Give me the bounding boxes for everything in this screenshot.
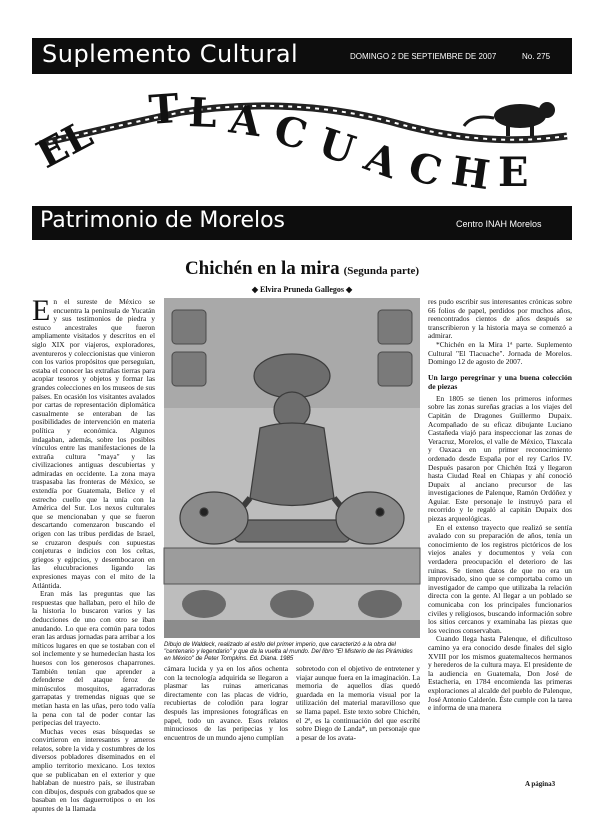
paragraph: En 1805 se tienen los primeros informes sobre las zonas sureñas gracias a los viajes del Capitán de Dragones Guillermo Dupaix. Acompañado de su eficaz dibujante Luciano Castañeda viajó para inspeccionar las zonas de Veracruz, Morelos, el valle de México, Tlaxcala y Oaxaca en un primer reconocimiento ordenado desde España por el rey Carlos IV. Después pasaron por Chichén Itzá y llegaron hasta Ciudad Real en Chiapas y ahí conoció Dupaix al anciano precursor de las investigaciones de Palenque, Ramón Ordóñez y Aguiar. Este personaje le instruyó para el recorrido y le regaló al capitán Dupaix dos piezas arqueológicas. xyxy=(428,393,572,524)
paragraph: res pudo escribir sus interesantes crónicas sobre 66 folios de papel, perdidos por muchos años, reencontrados cientos de años después se transcribieron y la historia maya se comenzó a admirar. xyxy=(428,297,572,341)
paragraph: Cuando llega hasta Palenque, el dificultoso camino ya era conocido desde finales del siglo XVIII por los mismos guatemaltecos hermanos y herederos de la cultura maya. El presidente de la audiencia en Guatemala, Don José de Estacheria, en 1784 encomienda las primeras exploraciones al alcalde del pueblo de Palenque, José Antonio Calderón. Éste cumple con la tarea e informa de una manera xyxy=(428,634,572,713)
opossum-icon xyxy=(464,102,555,136)
paragraph xyxy=(32,294,155,590)
masthead-logo xyxy=(29,74,572,206)
paragraph: Muchas veces esas búsquedas se convirtieron en interesantes y ameros relatos, sobre la vida y costumbres de los diversos pobladores diseminados en el amplio territorio mexicano. Los textos que se publicaban en el exterior y que hablaban de nuestro país, se ilustraban con dibujos, después con grabados que se basaban en los daguerrotipos o en los apuntes de la llamada xyxy=(32,726,155,814)
paragraph: sobretodo con el objetivo de entretener y viajar aunque fuera en la imaginación. La memoria de aquellos días quedó guardada en la memoria visual por la utilización del material maravilloso que se llama papel. Este texto sobre Chichén, el 2ª, es la continuación del que escribí sobre Diego de Landa*, un personaje que a pesar de los avata- xyxy=(296,664,420,742)
article-title-part: (Segunda parte) xyxy=(343,265,420,277)
supplement-banner xyxy=(32,38,572,74)
drop-cap: E xyxy=(32,294,51,327)
supplement-title: Suplemento Cultural xyxy=(42,40,299,68)
column-1 xyxy=(32,294,155,814)
svg-text:H: H xyxy=(448,147,493,200)
svg-text:C: C xyxy=(269,106,312,160)
paragraph: Eran más las preguntas que las respuestas que hallaban, pero el hilo de la historia lo buscaron varios y las deducciones de uno con otro se iban anudando. Lo que era común para todos eran las arduas jornadas para arribar a los míticos lugares en que se tostaban con el sol inclemente y se humedecían hasta los huesos con los generosos chaparrones. También tenían que aprender a defenderse del ataque feroz de minúsculos mosquitos, agarradoras garrapatas y tremendas niguas que se metían hasta en las uñas, pero todo valía la pena con tal de poder contar las peripecias del trayecto. xyxy=(32,589,155,728)
article-illustration xyxy=(164,298,420,638)
column-3 xyxy=(296,665,420,777)
svg-text:U: U xyxy=(312,118,361,175)
section-banner xyxy=(32,206,572,240)
issue-date: DOMINGO 2 DE SEPTIEMBRE DE 2007 xyxy=(350,52,497,61)
subheading: Un largo peregrinar y una buena colección de piezas xyxy=(428,372,572,391)
article-author: ◆ Elvira Pruneda Gallegos ◆ xyxy=(251,285,353,294)
column-4 xyxy=(428,298,572,776)
article-title xyxy=(0,258,604,280)
waldeck-drawing xyxy=(164,298,420,638)
paragraph: cámara lucida y ya en los años ochenta con la tecnología adquirida se llegaron a plasmar las ruinas americanas directamente con las placas de vidrio, recubiertas de colodión para lograr después las impresiones fotográficas en papel, todo un avance. Esos relatos minuciosos de las peripecias y los encuentros de un mundo ajeno cumplían xyxy=(164,664,288,742)
paragraph: En el extenso trayecto que realizó se sentía avalado con su preparación de años, tenía un conocimiento de los registros pictóricos de los viejos anales y documentos y veía con verdadera preocupación el deterioro de las ruinas. Se tienen datos de que no era un improvisado, sino que se comportaba como un investigador de campo que utilizaba la relación directa con la gente. Al llegar a un poblado se comunicaba con los principales funcionarios civiles y religiosos, buscando información sobre los sitios cercanos y examinaba las piezas que los vecinos conservaban. xyxy=(428,522,572,635)
svg-text:C: C xyxy=(403,142,447,197)
article-title-main: Chichén en la mira xyxy=(184,258,340,279)
svg-text:A: A xyxy=(358,133,404,189)
svg-text:L: L xyxy=(187,89,218,137)
masthead xyxy=(29,74,572,206)
svg-text:EL: EL xyxy=(29,111,100,177)
section-title: Patrimonio de Morelos xyxy=(40,208,286,233)
paragraph-text: n el sureste de México se encuentra la península de Yucatán y sus testimonios de piedra y estuco ancestrales que fueron ampliamente visitados y descritos en el siglo XIX por viajeros, exploradores, aventureros y coleccionistas que vinieron con los varios propósitos que perseguían, estaba el conocer las extrañas tierras para acopiar tesoros y objetos y formar las grandes colecciones en los museos de sus países. En ocasión los visitantes avalados por cartas de representación diplomática casualmente se enteraban de las posibilidades de intervención en materia política y económica. Algunos indagaban, además, sobre los posibles vínculos entre las manifestaciones de la extraña cultura "maya" y las civilizaciones antiguas descubiertas y admiradas en occidente. La zona maya traspasaba las fronteras de México, se extendía por Guatemala, Belice y el estrecho cuello que la unía con la América del Sur. Los nexos culturales que se mencionaban y que se fueron descartando comenzaron buscando el origen con las tribus perdidas de Israel, se cruzaron después con supuestas conjeturas e indicios con los celtas, griegos y egipcios, y desembocaron en las elucubraciones ligando las expresiones mayas con el mito de la Atlántida. xyxy=(32,297,155,590)
svg-text:T: T xyxy=(147,85,181,134)
svg-text:E: E xyxy=(498,149,529,196)
section-subtitle: Centro INAH Morelos xyxy=(456,219,542,229)
paragraph: *Chichén en la Mira 1ª parte. Suplemento Cultural "El Tlacuache". Jornada de Morelos. Domingo 12 de agosto de 2007. xyxy=(428,339,572,367)
svg-text:A: A xyxy=(226,95,264,147)
image-caption: Dibujo de Waldeck, realizado al estilo del primer imperio, que caracterizó a la obra del "centenario y legendario" y que da la vuelta al mundo. Del libro "El Misterio de las Pirámides en México" de Peter Tompkins. Ed. Diana. 1985 xyxy=(164,641,413,663)
continued-on-page: A página3 xyxy=(525,780,556,788)
column-2 xyxy=(164,665,288,777)
issue-number: No. 275 xyxy=(522,52,551,61)
